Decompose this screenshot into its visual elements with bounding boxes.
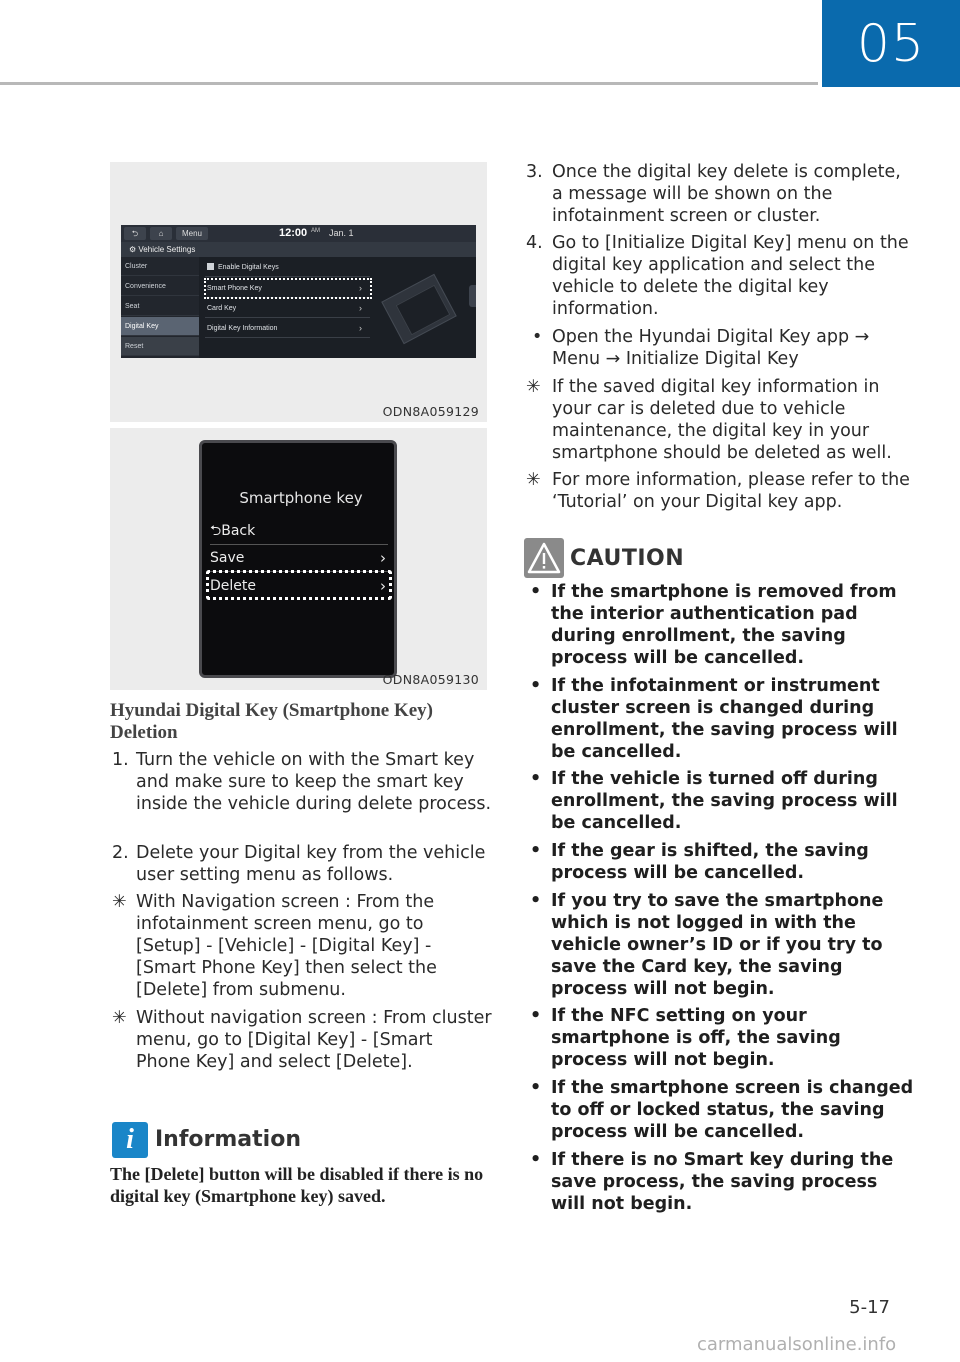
sidebar-item: Cluster — [121, 257, 199, 276]
note-marker: ✳ — [526, 377, 541, 397]
side-handle — [469, 285, 476, 307]
caution-item — [524, 891, 914, 1001]
bullet-marker: • — [530, 582, 542, 602]
caution-text: If there is no Smart key during the save process, the saving process will not begin. — [551, 1150, 894, 1214]
note-text: Without navigation screen : From cluster menu, go to [Digital Key] - [Smart Phone Key] and select [Delete]. — [136, 1008, 492, 1072]
figure-infotainment — [110, 162, 487, 422]
caution-text: If the smartphone is removed from the interior authentication pad during enrollment, the saving process will be cancelled. — [551, 582, 897, 668]
chevron-right-icon: › — [359, 303, 362, 313]
information-text: The [Delete] button will be disabled if there is no digital key (Smartphone key) saved. — [110, 1164, 484, 1206]
bullet-text: Open the Hyundai Digital Key app → Menu → Initialize Digital Key — [552, 327, 870, 369]
note-item — [112, 892, 492, 1002]
cluster-delete-label: Delete — [210, 578, 256, 594]
screen-title — [121, 242, 476, 257]
caution-item — [524, 582, 914, 670]
cluster-save-row — [210, 546, 390, 570]
caution-text: If the NFC setting on your smartphone is off, the saving process will not begin. — [551, 1006, 841, 1070]
bullet-marker: • — [530, 841, 542, 861]
bullet-marker: • — [530, 891, 542, 911]
header-rule — [0, 82, 818, 85]
note-marker: ✳ — [112, 1008, 127, 1028]
step-text: Delete your Digital key from the vehicle user setting menu as follows. — [136, 843, 486, 885]
step-item — [112, 750, 492, 816]
back-icon: ⮌ — [124, 227, 146, 240]
note-item — [526, 470, 916, 514]
chevron-right-icon: › — [380, 577, 386, 595]
step-marker: 3. — [526, 162, 543, 182]
cluster-save-label: Save — [210, 550, 245, 566]
caution-text: If the smartphone screen is changed to off or locked status, the saving process will be cancelled. — [551, 1078, 914, 1142]
back-arrow-icon: ⮌ — [210, 523, 222, 539]
top-bar — [121, 225, 476, 242]
caution-item — [524, 769, 914, 835]
bullet-marker: • — [530, 1078, 542, 1098]
cluster-back-label: Back — [221, 523, 256, 539]
information-icon: i — [112, 1122, 148, 1158]
sidebar-item: Seat — [121, 297, 199, 316]
row-label: Smart Phone Key — [207, 285, 262, 292]
highlight-box — [204, 278, 372, 299]
sidebar-item-active: Digital Key — [121, 317, 199, 336]
infotainment-screen — [121, 225, 476, 358]
step-marker: 1. — [112, 750, 129, 770]
date: Jan. 1 — [329, 228, 354, 238]
warning-icon — [524, 538, 564, 578]
page-number: 5-17 — [849, 1297, 890, 1318]
note-marker: ✳ — [112, 892, 127, 912]
settings-sidebar — [121, 257, 199, 358]
step-item — [112, 843, 492, 887]
cluster-back-row — [210, 519, 390, 543]
row-label: Enable Digital Keys — [218, 264, 279, 271]
step-item — [526, 162, 916, 228]
caution-text: If you try to save the smartphone which is not logged in with the vehicle owner’s ID or if you try to save the Card key, the saving process will not begin. — [551, 891, 884, 999]
caution-text: If the gear is shifted, the saving process will be cancelled. — [551, 841, 869, 883]
bullet-item — [526, 327, 916, 371]
caution-item — [524, 676, 914, 764]
chevron-right-icon: › — [380, 549, 386, 567]
row-label: Digital Key Information — [207, 325, 278, 332]
caution-item — [524, 1150, 914, 1216]
information-title: Information — [155, 1127, 301, 1152]
caution-text: If the infotainment or instrument cluster screen is changed during enrollment, the saving process will be cancelled. — [551, 676, 898, 762]
chapter-tab: 05 — [822, 0, 960, 87]
checkbox-icon — [207, 263, 214, 270]
divider — [210, 544, 388, 545]
caution-text: If the vehicle is turned off during enrollment, the saving process will be cancelled. — [551, 769, 898, 833]
highlight-box — [206, 570, 392, 600]
caution-item — [524, 841, 914, 885]
caution-title: CAUTION — [570, 546, 685, 571]
bullet-marker: • — [530, 676, 542, 696]
settings-row — [205, 299, 370, 318]
gear-icon: ⚙ — [129, 245, 139, 254]
step-text: Turn the vehicle on with the Smart key and make sure to keep the smart key inside the vehicle during delete process. — [136, 750, 492, 814]
home-icon: ⌂ — [150, 227, 172, 240]
screen-title-text: Vehicle Settings — [138, 245, 196, 254]
sidebar-item: Convenience — [121, 277, 199, 296]
chevron-right-icon: › — [359, 283, 362, 293]
watermark: carmanualsonline.info — [697, 1334, 897, 1355]
bullet-marker: • — [532, 327, 543, 347]
figure-code: ODN8A059129 — [382, 404, 479, 419]
note-item — [112, 1008, 492, 1074]
note-text: With Navigation screen : From the infotainment screen menu, go to [Setup] - [Vehicle] - [Digital Key] - [Smart Phone Key] then select the [Delete] from submenu. — [136, 892, 437, 1000]
note-item — [526, 377, 916, 465]
bullet-marker: • — [530, 769, 542, 789]
step-marker: 4. — [526, 233, 543, 253]
cluster-title: Smartphone key — [239, 489, 363, 507]
note-text: If the saved digital key information in your car is deleted due to vehicle maintenance, the digital key in your smartphone should be deleted as well. — [552, 377, 892, 463]
step-text: Once the digital key delete is complete, a message will be shown on the infotainment screen or cluster. — [552, 162, 901, 226]
bullet-marker: • — [530, 1150, 542, 1170]
row-label: Card Key — [207, 305, 237, 312]
figure-code: ODN8A059130 — [382, 672, 479, 687]
note-marker: ✳ — [526, 470, 541, 490]
chevron-right-icon: › — [359, 323, 362, 333]
sidebar-item: Reset — [121, 337, 199, 356]
step-text: Go to [Initialize Digital Key] menu on the digital key application and select the vehicle to delete the digital key information. — [552, 233, 909, 319]
note-text: For more information, please refer to the ‘Tutorial’ on your Digital key app. — [552, 470, 910, 512]
section-heading: Hyundai Digital Key (Smartphone Key) Deletion — [110, 700, 434, 743]
clock-ampm: AM — [311, 228, 320, 234]
bullet-marker: • — [530, 1006, 542, 1026]
caution-item — [524, 1006, 914, 1072]
settings-row — [205, 258, 370, 277]
settings-row — [205, 319, 370, 338]
step-item — [526, 233, 916, 321]
caution-item — [524, 1078, 914, 1144]
clock: 12:00 — [279, 227, 308, 239]
figure-cluster — [110, 428, 487, 690]
cluster-screen — [199, 440, 397, 678]
menu-button: Menu — [176, 227, 208, 240]
step-marker: 2. — [112, 843, 129, 863]
